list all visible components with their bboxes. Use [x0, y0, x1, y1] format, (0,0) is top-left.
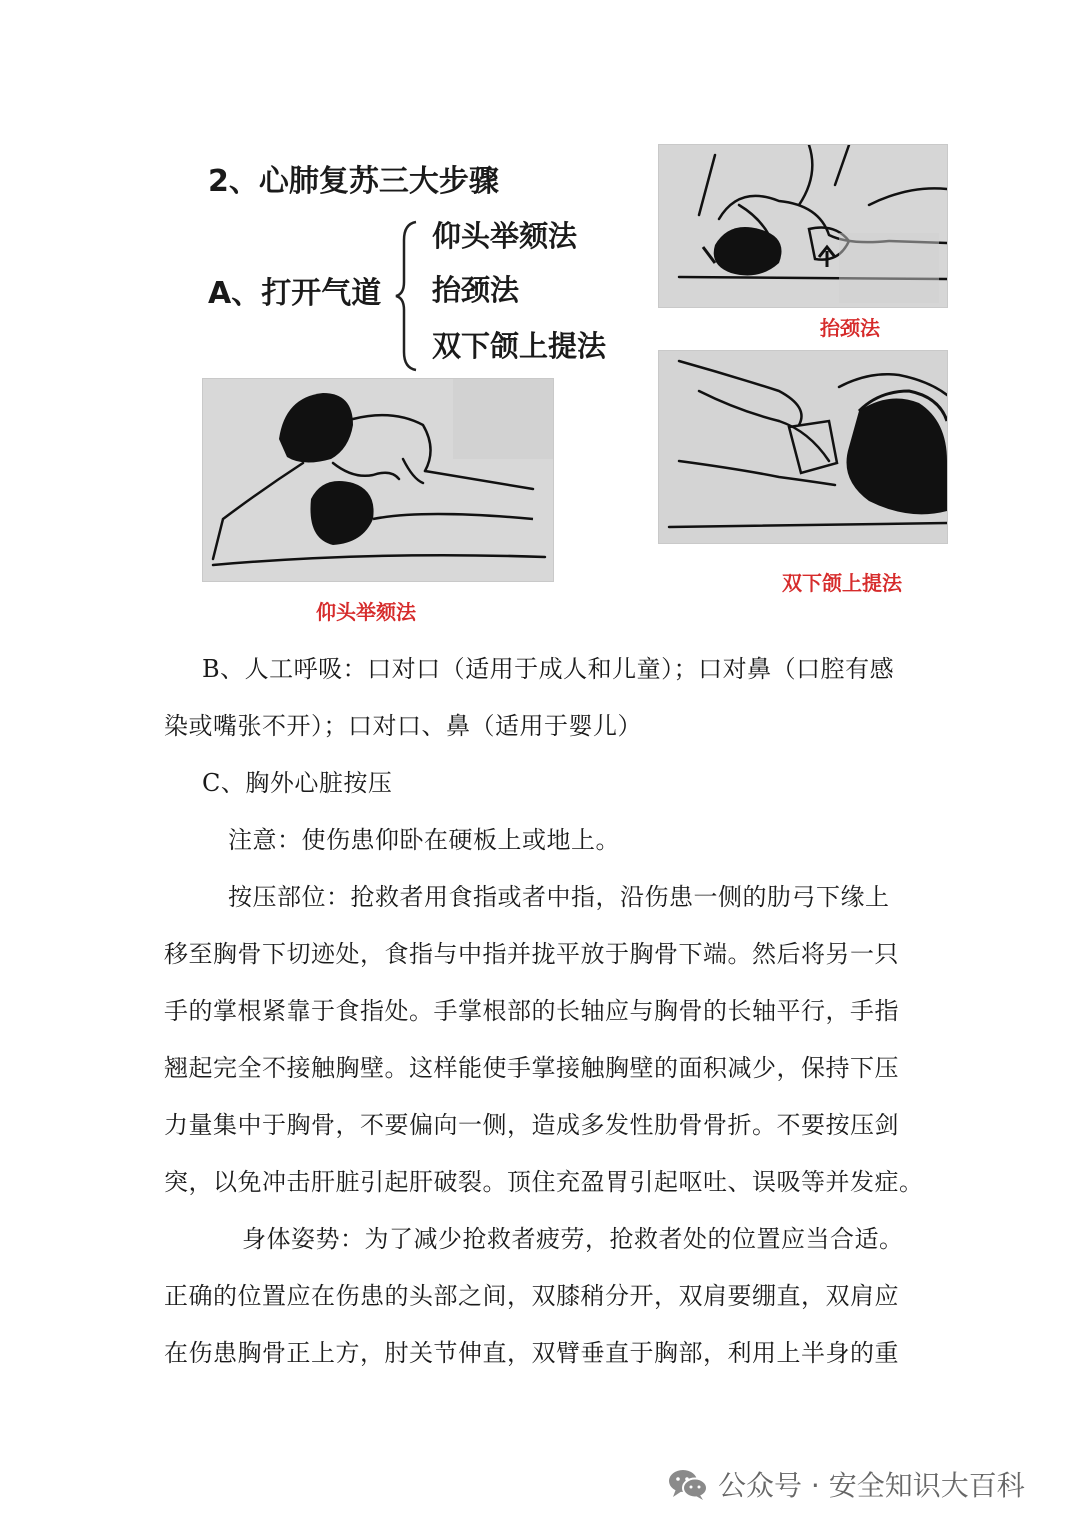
- chest-compression-heading: C、胸外心脏按压: [202, 769, 393, 797]
- note-line: 注意：使伤患仰卧在硬板上或地上。: [228, 826, 620, 854]
- compression-site-line-2: 移至胸骨下切迹处，食指与中指并拢平放于胸骨下端。然后将另一只: [164, 940, 899, 968]
- artificial-respiration-line-1: B、人工呼吸：口对口（适用于成人和儿童）；口对鼻（口腔有感: [202, 655, 895, 683]
- compression-site-line-6: 突，以免冲击肝脏引起肝破裂。顶住充盈胃引起呕吐、误吸等并发症。: [164, 1168, 924, 1196]
- artificial-respiration-line-2: 染或嘴张不开）；口对口、鼻（适用于婴儿）: [164, 712, 642, 740]
- compression-site-line-1: 按压部位：抢救者用食指或者中指，沿伤患一侧的肋弓下缘上: [228, 883, 890, 911]
- compression-site-line-3: 手的掌根紧靠于食指处。手掌根部的长轴应与胸骨的长轴平行，手指: [164, 997, 899, 1025]
- footer-watermark: [668, 1462, 1025, 1506]
- method-jaw-thrust: 双下颌上提法: [432, 329, 607, 363]
- neck-lift-illustration: [658, 144, 948, 308]
- footer-account-name: 公众号 · 安全知识大百科: [718, 1469, 1025, 1502]
- brace-icon: [394, 220, 424, 372]
- method-head-tilt-chin-lift: 仰头举颏法: [432, 219, 578, 253]
- body-posture-line-2: 正确的位置应在伤患的头部之间，双膝稍分开，双肩要绷直，双肩应: [164, 1282, 899, 1310]
- method-neck-lift: 抬颈法: [432, 273, 520, 307]
- body-posture-line-1: 身体姿势：为了减少抢救者疲劳，抢救者处的位置应当合适。: [242, 1225, 904, 1253]
- compression-site-line-5: 力量集中于胸骨，不要偏向一侧，造成多发性肋骨骨折。不要按压剑: [164, 1111, 899, 1139]
- head-tilt-chin-lift-illustration: [202, 378, 554, 582]
- step-a-label: A、打开气道: [208, 276, 382, 311]
- figure-caption-neck-lift: 抬颈法: [820, 316, 880, 340]
- section-title: 2、心肺复苏三大步骤: [208, 164, 499, 199]
- wechat-icon: [668, 1467, 708, 1501]
- compression-site-line-4: 翘起完全不接触胸壁。这样能使手掌接触胸壁的面积减少，保持下压: [164, 1054, 899, 1082]
- jaw-thrust-illustration: [658, 350, 948, 544]
- figure-caption-jaw-thrust: 双下颌上提法: [782, 571, 902, 595]
- figure-caption-head-tilt-chin-lift: 仰头举颏法: [316, 600, 416, 624]
- body-posture-line-3: 在伤患胸骨正上方，肘关节伸直，双臂垂直于胸部，利用上半身的重: [164, 1339, 899, 1367]
